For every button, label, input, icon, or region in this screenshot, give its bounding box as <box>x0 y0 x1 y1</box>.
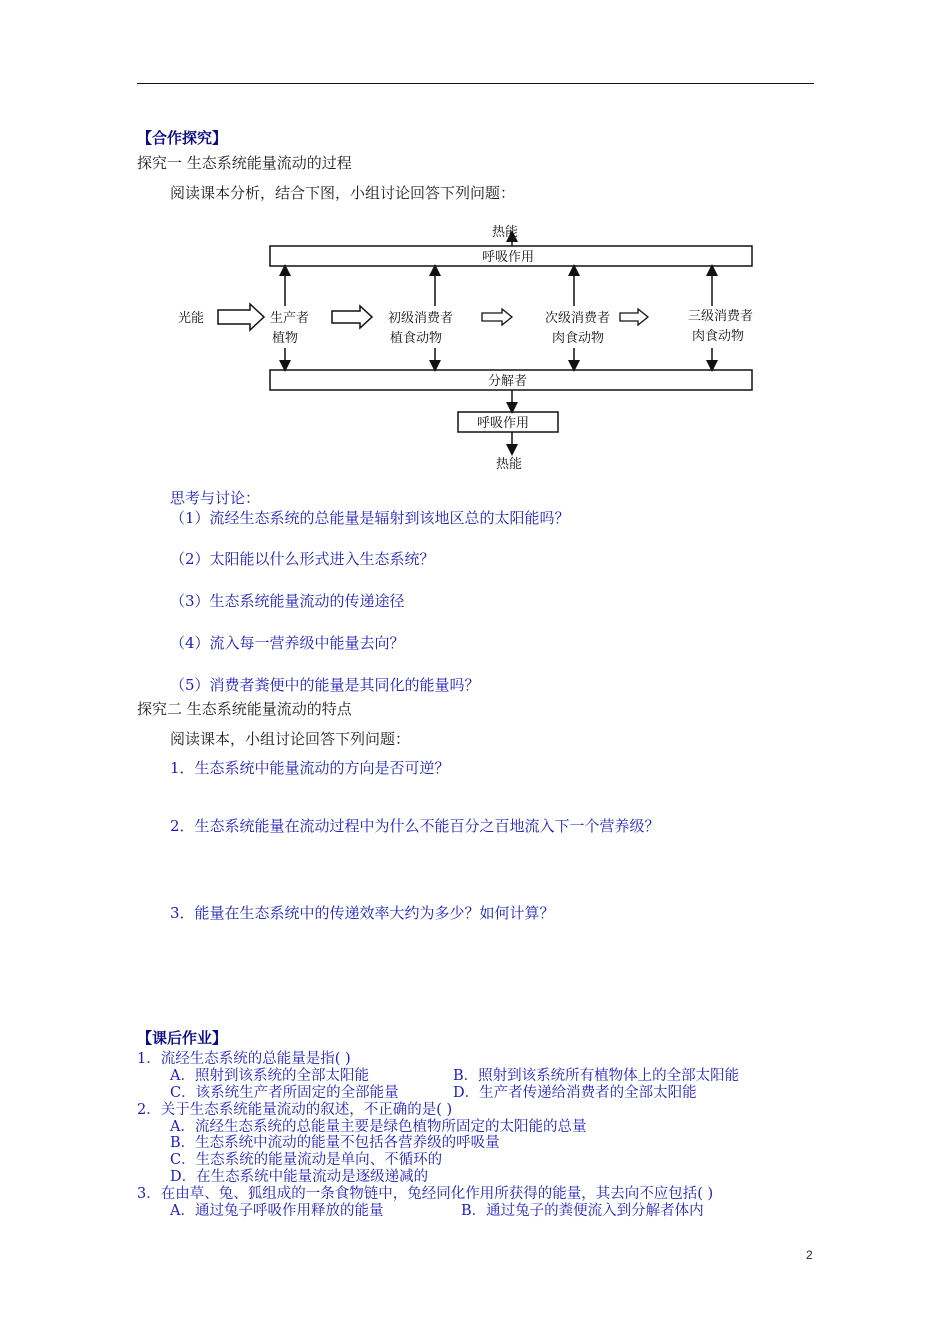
respiration-top-label: 呼吸作用 <box>482 250 535 265</box>
light-arrow <box>218 304 264 330</box>
arrow-producer-primary <box>332 306 372 328</box>
hw-q3-a: A．通过兔子呼吸作用释放的能量 <box>170 1203 384 1219</box>
hw-q3-stem: 3．在由草、兔、狐组成的一条食物链中，兔经同化作用所获得的能量，其去向不应包括( ) <box>137 1186 714 1202</box>
discussion-q1: （1）流经生态系统的总能量是辐射到该地区总的太阳能吗？ <box>170 509 570 527</box>
discussion-q3: （3）生态系统能量流动的传递途径 <box>170 592 405 610</box>
tertiary-sub: 肉食动物 <box>692 329 745 344</box>
heat-bottom-label: 热能 <box>496 457 523 472</box>
explore2-q3: 3．能量在生态系统中的传递效率大约为多少？如何计算？ <box>170 904 555 922</box>
hw-q2-c: C．生态系统的能量流动是单向、不循环的 <box>170 1152 443 1168</box>
respiration-bottom-label: 呼吸作用 <box>477 416 530 431</box>
hw-q2-a: A．流经生态系统的总能量主要是绿色植物所固定的太阳能的总量 <box>170 1119 587 1135</box>
arrow-primary-secondary <box>482 309 512 325</box>
header-rule <box>137 83 814 84</box>
decomposer-label: 分解者 <box>488 374 528 389</box>
primary-label: 初级消费者 <box>388 311 454 326</box>
producer-label: 生产者 <box>270 311 310 326</box>
secondary-sub: 肉食动物 <box>552 331 605 346</box>
hw-q1-a: A．照射到该系统的全部太阳能 <box>170 1068 369 1084</box>
explore2-q2: 2．生态系统能量在流动过程中为什么不能百分之百地流入下一个营养级？ <box>170 817 660 835</box>
explore2-intro: 阅读课本，小组讨论回答下列问题： <box>170 730 411 748</box>
producer-sub: 植物 <box>272 331 299 346</box>
explore1-title: 探究一 生态系统能量流动的过程 <box>137 154 352 172</box>
primary-sub: 植食动物 <box>390 331 443 346</box>
heat-top-label: 热能 <box>492 225 519 240</box>
discussion-title: 思考与讨论： <box>170 489 261 507</box>
explore2-title: 探究二 生态系统能量流动的特点 <box>137 700 352 718</box>
hw-q1-stem: 1．流经生态系统的总能量是指( ) <box>137 1051 351 1067</box>
hw-q2-d: D．在生态系统中能量流动是逐级递减的 <box>170 1169 429 1185</box>
hw-q1-d: D．生产者传递给消费者的全部太阳能 <box>453 1085 697 1101</box>
discussion-q2: （2）太阳能以什么形式进入生态系统？ <box>170 550 435 568</box>
coop-heading: 【合作探究】 <box>137 129 228 147</box>
discussion-q4: （4）流入每一营养级中能量去向？ <box>170 634 405 652</box>
explore1-intro: 阅读课本分析，结合下图，小组讨论回答下列问题： <box>170 184 516 202</box>
page-number: 2 <box>806 1248 813 1262</box>
tertiary-label: 三级消费者 <box>688 309 754 324</box>
hw-q1-b: B．照射到该系统所有植物体上的全部太阳能 <box>453 1068 740 1084</box>
explore2-q1: 1．生态系统中能量流动的方向是否可逆？ <box>170 759 450 777</box>
hw-q2-stem: 2．关于生态系统能量流动的叙述，不正确的是( ) <box>137 1102 453 1118</box>
hw-q3-b: B．通过兔子的粪便流入到分解者体内 <box>461 1203 704 1219</box>
homework-heading: 【课后作业】 <box>137 1029 228 1047</box>
hw-q2-b: B．生态系统中流动的能量不包括各营养级的呼吸量 <box>170 1135 500 1151</box>
energy-flow-diagram <box>170 218 820 478</box>
light-label: 光能 <box>178 311 205 326</box>
secondary-label: 次级消费者 <box>545 311 611 326</box>
discussion-q5: （5）消费者粪便中的能量是其同化的能量吗？ <box>170 676 480 694</box>
energy-flow-svg <box>170 218 820 478</box>
hw-q1-c: C．该系统生产者所固定的全部能量 <box>170 1085 399 1101</box>
arrow-secondary-tertiary <box>620 309 648 325</box>
